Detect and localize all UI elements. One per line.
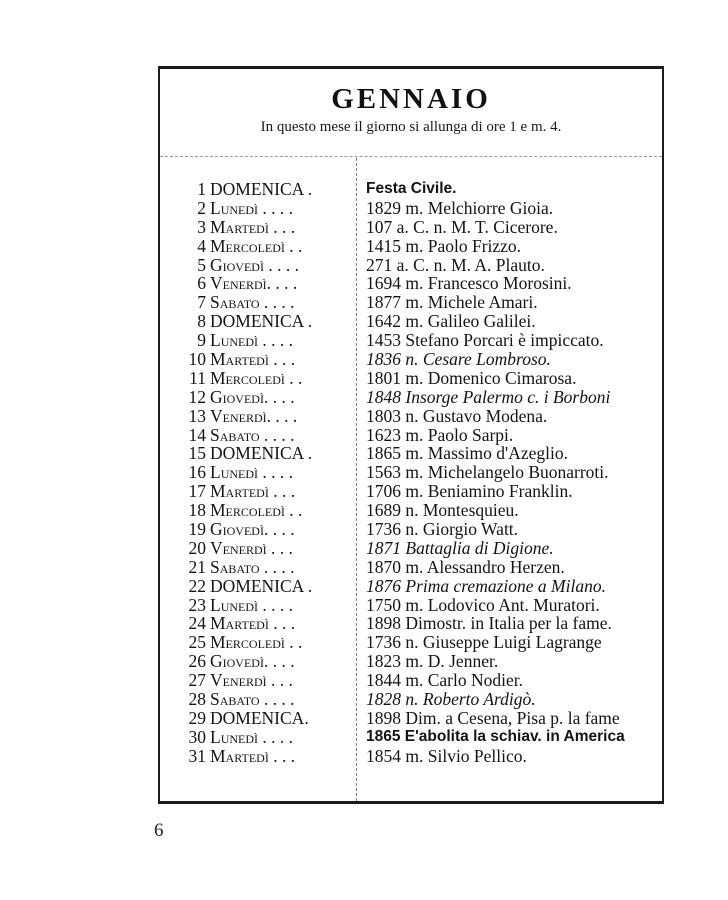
leader-dots: . . . . [263,519,295,540]
day-number: 11 [189,367,206,388]
weekday-name [210,369,302,388]
weekday-name [210,180,312,199]
weekday-label: Sabato [210,292,260,313]
event-text: 1623 m. Paolo Sarpi. [366,424,514,445]
day-number: 2 [197,197,206,218]
leader-dots: . . . [268,216,296,237]
event-text: 1836 n. Cesare Lombroso. [366,349,551,370]
event-text: 1898 Dim. a Cesena, Pisa p. la fame [366,707,620,728]
weekday-name [210,633,302,652]
weekday-name [210,218,295,237]
event-text: 1848 Insorge Palermo c. i Borboni [366,386,611,407]
calendar-list [160,180,662,766]
day-number: 9 [197,330,206,351]
calendar-row [160,577,662,596]
weekday-name [210,709,309,728]
leader-dots: . . . . [258,330,294,351]
leader-dots: . [303,311,313,332]
weekday-name [210,671,293,690]
weekday-name [210,312,312,331]
day-number: 5 [197,254,206,275]
leader-dots: . [303,575,313,596]
leader-dots: . . . [266,537,293,558]
weekday-label: Mercoledì [210,235,285,256]
weekday-name [210,614,295,633]
event-text: 1871 Battaglia di Digione. [366,537,554,558]
weekday-name [210,520,295,539]
event-text: 1453 Stefano Porcari è impiccato. [366,330,604,351]
leader-dots: . . . . [259,292,295,313]
weekday-label: Lunedì [210,726,259,747]
weekday-name [210,388,295,407]
leader-dots: . . . . [263,651,295,672]
leader-dots: . [303,443,313,464]
day-number: 15 [188,443,206,464]
calendar-row [160,293,662,312]
leader-dots: . . . . [263,386,295,407]
day-number: 22 [188,575,206,596]
day-number: 12 [188,386,206,407]
leader-dots: . . . [268,481,296,502]
calendar-row [160,312,662,331]
day-number: 28 [188,689,206,710]
day-number: 6 [197,273,206,294]
event-text: 1694 m. Francesco Morosini. [366,273,572,294]
calendar-row [160,199,662,218]
event-text: 1642 m. Galileo Galilei. [366,311,536,332]
weekday-label: Venerdì [210,537,267,558]
weekday-name [210,237,302,256]
day-number: 30 [188,726,206,747]
calendar-row [160,501,662,520]
weekday-label: DOMENICA [210,179,304,199]
event-text: 271 a. C. n. M. A. Plauto. [366,254,545,275]
weekday-label: Giovedì [210,651,264,672]
leader-dots: . . . [268,745,296,766]
weekday-label: Martedì [210,216,269,237]
calendar-row [160,463,662,482]
bottom-rule [158,801,664,804]
leader-dots: . . . [268,613,296,634]
weekday-name [210,596,293,615]
calendar-row [160,256,662,275]
weekday-name [210,256,299,275]
day-number: 27 [188,670,206,691]
day-number: 14 [188,424,206,445]
event-text: 1801 m. Domenico Cimarosa. [366,367,577,388]
event-text: 1736 n. Giuseppe Luigi Lagrange [366,632,602,653]
calendar-row [160,690,662,709]
weekday-name [210,747,295,766]
weekday-name [210,199,293,218]
day-number: 4 [197,235,206,256]
calendar-row [160,728,662,747]
weekday-name [210,652,295,671]
calendar-row [160,652,662,671]
day-number: 23 [188,594,206,615]
event-text: 1563 m. Michelangelo Buonarroti. [366,462,609,483]
event-text: 1689 n. Montesquieu. [366,500,519,521]
month-subtitle: In questo mese il giorno si allunga di ore 1 e m. 4. [260,119,562,135]
day-number: 16 [188,462,206,483]
calendar-row [160,369,662,388]
day-number: 8 [197,311,206,332]
calendar-row [160,539,662,558]
weekday-label: Sabato [210,556,260,577]
calendar-row [160,709,662,728]
leader-dots: . [303,179,313,199]
weekday-label: Mercoledì [210,632,285,653]
weekday-label: Venerdì [210,273,267,294]
event-text: 107 a. C. n. M. T. Cicerore. [366,216,558,237]
day-number: 18 [188,500,206,521]
weekday-label: Venerdì [210,405,267,426]
event-text: 1844 m. Carlo Nodier. [366,670,523,691]
weekday-name [210,501,302,520]
calendar-row [160,180,662,199]
event-text: 1898 Dimostr. in Italia per la fame. [366,613,612,634]
calendar-row [160,274,662,293]
leader-dots: . . . . [266,405,298,426]
calendar-row [160,747,662,766]
weekday-label: Giovedì [210,519,264,540]
weekday-name [210,350,295,369]
calendar-row [160,388,662,407]
event-text: 1865 E'abolita la schiav. in America [366,727,625,745]
weekday-label: Lunedì [210,462,259,483]
day-number: 25 [188,632,206,653]
calendar-row [160,444,662,463]
weekday-name [210,426,295,445]
weekday-label: Martedì [210,349,269,370]
weekday-label: Lunedì [210,197,259,218]
day-number: 26 [188,651,206,672]
day-number: 7 [197,292,206,313]
event-text: 1870 m. Alessandro Herzen. [366,556,565,577]
weekday-name [210,444,312,463]
day-number: 20 [188,537,206,558]
calendar-row [160,237,662,256]
event-text: 1823 m. D. Jenner. [366,651,499,672]
calendar-row [160,614,662,633]
event-text: 1829 m. Melchiorre Gioia. [366,197,554,218]
weekday-label: Venerdì [210,670,267,691]
calendar-row [160,671,662,690]
day-number: 24 [188,613,206,634]
weekday-name [210,293,295,312]
header-separator [160,156,662,157]
weekday-name [210,274,297,293]
leader-dots: . [304,707,309,728]
weekday-label: Lunedì [210,594,259,615]
weekday-label: Giovedì [210,386,264,407]
weekday-label: Martedì [210,613,269,634]
leader-dots: . . [284,367,303,388]
event-text: 1854 m. Silvio Pellico. [366,745,527,766]
calendar-row [160,520,662,539]
leader-dots: . . [284,235,303,256]
weekday-label: DOMENICA [210,311,304,332]
day-number: 1 [197,179,206,199]
leader-dots: . . [284,632,303,653]
calendar-row [160,218,662,237]
calendar-row [160,482,662,501]
page-number: 6 [154,820,164,841]
day-number: 13 [188,405,206,426]
leader-dots: . . . [268,349,296,370]
calendar-row [160,596,662,615]
weekday-label: Giovedì [210,254,264,275]
weekday-name [210,728,293,747]
weekday-name [210,539,293,558]
weekday-name [210,482,295,501]
leader-dots: . . . . [258,197,294,218]
leader-dots: . . . . [259,689,295,710]
weekday-name [210,577,312,596]
event-text: 1415 m. Paolo Frizzo. [366,235,522,256]
weekday-name [210,690,295,709]
weekday-label: Sabato [210,424,260,445]
calendar-row [160,331,662,350]
leader-dots: . . . . [266,273,298,294]
leader-dots: . . . . [259,424,295,445]
day-number: 29 [188,707,206,728]
weekday-label: DOMENICA [210,575,304,596]
weekday-name [210,558,295,577]
weekday-label: Mercoledì [210,367,285,388]
calendar-row [160,350,662,369]
leader-dots: . . . [266,670,293,691]
day-number: 10 [188,349,206,370]
event-text: 1876 Prima cremazione a Milano. [366,575,606,596]
weekday-label: Lunedì [210,330,259,351]
day-number: 19 [188,519,206,540]
calendar-row [160,426,662,445]
weekday-name [210,463,293,482]
weekday-label: Martedì [210,745,269,766]
day-number: 21 [188,556,206,577]
leader-dots: . . . . [258,726,294,747]
day-number: 17 [188,481,206,502]
weekday-label: DOMENICA [210,443,304,464]
leader-dots: . . [284,500,303,521]
event-text: 1750 m. Lodovico Ant. Muratori. [366,594,600,615]
weekday-name [210,407,297,426]
day-number: 31 [188,745,206,766]
calendar-row [160,633,662,652]
weekday-label: DOMENICA [210,707,305,728]
leader-dots: . . . . [258,462,294,483]
calendar-row [160,558,662,577]
leader-dots: . . . . [258,594,294,615]
day-number: 3 [197,216,206,237]
event-text: 1877 m. Michele Amari. [366,292,538,313]
event-text: 1865 m. Massimo d'Azeglio. [366,443,568,464]
leader-dots: . . . . [259,556,295,577]
event-text: 1736 n. Giorgio Watt. [366,519,519,540]
month-title: GENNAIO [331,83,491,115]
event-text: Festa Civile. [366,180,457,197]
weekday-label: Mercoledì [210,500,285,521]
calendar-row [160,407,662,426]
weekday-name [210,331,293,350]
event-text: 1828 n. Roberto Ardigò. [366,689,536,710]
weekday-label: Martedì [210,481,269,502]
event-text: 1706 m. Beniamino Franklin. [366,481,573,502]
weekday-label: Sabato [210,689,260,710]
event-text: 1803 n. Gustavo Modena. [366,405,548,426]
leader-dots: . . . . [263,254,299,275]
